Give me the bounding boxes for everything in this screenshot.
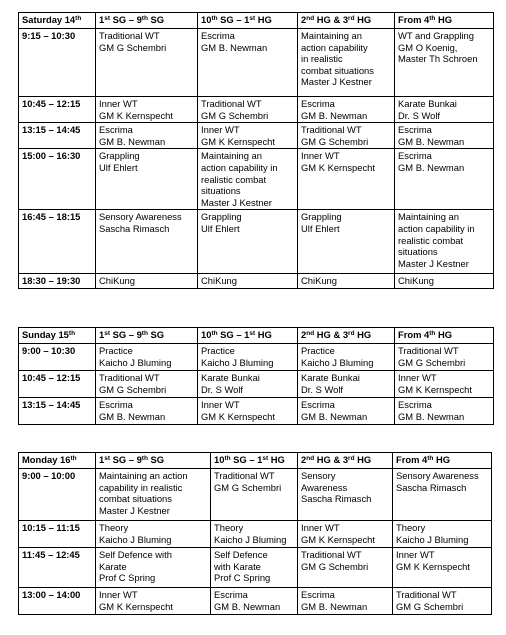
session-cell [211,521,298,548]
session-text: combat situations [301,64,374,76]
session-instructor: Ulf Ehlert [301,222,340,234]
session-text: Sensory Awareness [396,470,479,481]
time-slot: 9:00 – 10:00 [19,469,96,521]
session-instructor: Dr. S Wolf [201,383,244,395]
group-heading: 1st SG – 9th SG [96,328,198,344]
table-row [19,548,492,588]
session-text: action capability [301,41,368,53]
session-text: Sensory Awareness [99,211,182,223]
schedule-table-1 [18,12,494,289]
group-heading: 2nd HG & 3rd HG [298,453,393,469]
session-text: with Karate [214,560,261,572]
session-instructor: Kaicho J Bluming [201,356,274,368]
session-instructor: GM B. Newman [398,161,465,173]
session-cell [393,521,492,548]
session-cell [211,548,298,588]
session-text: Practice [301,345,335,356]
session-cell [395,29,494,97]
table-row [19,398,494,425]
session-text: Traditional WT [214,470,275,481]
time-slot: 13:15 – 14:45 [19,123,96,149]
session-instructor: GM G Schembri [301,560,369,572]
session-instructor: GM B. Newman [398,135,465,147]
session-cell [395,274,494,289]
table-row [19,521,492,548]
schedule-table-3 [18,452,492,615]
session-cell [298,123,395,149]
session-instructor: Master J Kestner [99,504,170,516]
session-cell [298,398,395,425]
session-cell [198,29,298,97]
time-slot: 11:45 – 12:45 [19,548,96,588]
session-text: Inner WT [396,549,435,560]
session-text: Theory [99,522,129,533]
session-cell [198,344,298,371]
session-instructor: GM B. Newman [398,410,465,422]
session-instructor: Master Th Schroen [398,53,478,65]
time-slot: 10:15 – 11:15 [19,521,96,548]
session-text: WT and Grappling [398,30,474,41]
table-row [19,469,492,521]
session-instructor: Master J Kestner [201,196,272,208]
session-instructor: Kaicho J Bluming [301,356,374,368]
session-instructor: GM G Schembri [99,41,167,53]
session-cell [198,210,298,274]
session-cell [395,210,494,274]
session-text: Traditional WT [396,589,457,600]
session-text: Inner WT [201,399,240,410]
time-slot: 13:00 – 14:00 [19,588,96,615]
session-text: Karate Bunkai [398,98,457,109]
session-instructor: GM B. Newman [201,41,268,53]
session-instructor: GM K Kernspecht [201,135,275,147]
session-instructor: Ulf Ehlert [201,222,240,234]
session-instructor: GM B. Newman [99,135,166,147]
session-text: Traditional WT [201,98,262,109]
session-instructor: GM G Schembri [99,383,167,395]
session-instructor: Prof C Spring [214,572,271,584]
session-text: Theory [396,522,426,533]
session-text: capability in realistic [99,481,183,493]
session-cell [395,123,494,149]
session-text: action capability in [201,161,278,173]
header-row [19,328,494,344]
session-instructor: Kaicho J Bluming [99,356,172,368]
session-instructor: Prof C Spring [99,572,156,584]
session-text: Traditional WT [301,549,362,560]
group-heading: 10th SG – 1st HG [211,453,298,469]
time-slot: 10:45 – 12:15 [19,97,96,123]
session-text: Traditional WT [301,124,362,136]
session-text: Inner WT [301,522,340,533]
time-slot: 9:00 – 10:30 [19,344,96,371]
table-row [19,97,494,123]
session-cell [298,548,393,588]
group-heading: 2nd HG & 3rd HG [298,328,395,344]
day-heading: Saturday 14th [19,13,96,29]
session-text: Self Defence [214,549,268,560]
session-instructor: Sascha Rimasch [99,222,170,234]
session-text: realistic combat [398,234,464,246]
session-instructor: GM G Schembri [201,109,269,121]
header-row [19,453,492,469]
group-heading: 1st SG – 9th SG [96,13,198,29]
session-cell [198,149,298,210]
session-cell [96,123,198,149]
session-text: Maintaining an [301,30,362,41]
session-instructor: GM G Schembri [301,135,369,147]
session-cell [211,469,298,521]
session-text: Escrima [301,98,335,109]
session-text: Karate [99,560,127,572]
group-heading: From 4th HG [393,453,492,469]
time-slot: 13:15 – 14:45 [19,398,96,425]
session-text: Inner WT [301,150,340,162]
header-row [19,13,494,29]
session-text: combat situations [99,493,172,505]
session-cell [96,274,198,289]
session-text: Escrima [301,399,335,410]
session-text: Practice [201,345,235,356]
session-cell [298,29,395,97]
session-text: ChiKung [398,275,434,287]
session-cell [96,210,198,274]
session-instructor: Dr. S Wolf [301,383,344,395]
session-text: Escrima [398,150,432,162]
session-text: Grappling [301,211,342,223]
session-text: Inner WT [99,98,138,109]
session-instructor: Kaicho J Bluming [99,533,172,545]
session-text: Escrima [398,124,432,136]
group-heading: 1st SG – 9th SG [96,453,211,469]
session-text: GM O Koenig, [398,41,458,53]
session-cell [96,588,211,615]
session-cell [298,210,395,274]
session-instructor: GM B. Newman [214,600,281,612]
session-cell [393,469,492,521]
session-instructor: GM K Kernspecht [99,109,173,121]
session-instructor: Master J Kestner [301,76,372,88]
session-text: Traditional WT [99,372,160,383]
session-cell [298,371,395,398]
session-cell [96,149,198,210]
session-text: Escrima [214,589,248,600]
time-slot: 10:45 – 12:15 [19,371,96,398]
session-instructor: GM B. Newman [301,410,368,422]
session-cell [298,274,395,289]
session-cell [198,274,298,289]
session-instructor: GM K Kernspecht [301,161,375,173]
session-cell [96,469,211,521]
session-cell [395,398,494,425]
session-cell [96,548,211,588]
session-text: Inner WT [398,372,437,383]
schedule-table-2 [18,327,494,425]
session-text: Self Defence with [99,549,172,560]
group-heading: From 4th HG [395,13,494,29]
session-instructor: GM B. Newman [301,600,368,612]
session-text: Maintaining an [398,211,459,223]
session-cell [393,588,492,615]
table-row [19,210,494,274]
session-instructor: GM G Schembri [398,356,466,368]
session-text: Traditional WT [398,345,459,356]
session-cell [298,97,395,123]
session-text: ChiKung [99,275,135,287]
group-heading: 10th SG – 1st HG [198,328,298,344]
session-text: Maintaining an action [99,470,188,481]
session-cell [393,548,492,588]
session-cell [298,521,393,548]
session-instructor: GM B. Newman [99,410,166,422]
session-text: Sensory [301,470,336,481]
session-instructor: Master J Kestner [398,257,469,269]
session-cell [298,149,395,210]
session-text: realistic combat [201,173,267,185]
session-cell [96,398,198,425]
group-heading: From 4th HG [395,328,494,344]
session-text: ChiKung [301,275,337,287]
table-row [19,371,494,398]
session-text: Awareness [301,481,348,493]
session-cell [298,469,393,521]
day-heading: Monday 16th [19,453,96,469]
session-instructor: GM B. Newman [301,109,368,121]
group-heading: 10th SG – 1st HG [198,13,298,29]
day-heading: Sunday 15th [19,328,96,344]
session-text: situations [201,185,241,197]
session-text: situations [398,246,438,258]
session-instructor: GM K Kernspecht [398,383,472,395]
session-instructor: GM K Kernspecht [201,410,275,422]
time-slot: 16:45 – 18:15 [19,210,96,274]
session-cell [395,149,494,210]
session-instructor: GM K Kernspecht [396,560,470,572]
session-text: Grappling [201,211,242,223]
session-instructor: Dr. S Wolf [398,109,441,121]
session-cell [96,371,198,398]
session-text: Inner WT [99,589,138,600]
session-cell [211,588,298,615]
session-text: Karate Bunkai [201,372,260,383]
session-instructor: GM G Schembri [396,600,464,612]
session-cell [395,371,494,398]
session-cell [96,344,198,371]
session-instructor: Sascha Rimasch [396,481,467,493]
session-text: Escrima [398,399,432,410]
session-text: Karate Bunkai [301,372,360,383]
session-text: Escrima [99,124,133,136]
session-text: in realistic [301,53,343,65]
group-heading: 2nd HG & 3rd HG [298,13,395,29]
session-text: ChiKung [201,275,237,287]
session-text: Escrima [201,30,235,41]
session-instructor: GM K Kernspecht [99,600,173,612]
session-instructor: GM K Kernspecht [301,533,375,545]
session-cell [96,29,198,97]
session-cell [395,97,494,123]
session-cell [198,123,298,149]
table-row [19,29,494,97]
time-slot: 18:30 – 19:30 [19,274,96,289]
session-text: Maintaining an [201,150,262,162]
session-text: Escrima [99,399,133,410]
session-text: Inner WT [201,124,240,136]
session-instructor: Ulf Ehlert [99,161,138,173]
session-instructor: GM G Schembri [214,481,282,493]
session-text: Traditional WT [99,30,160,41]
session-cell [198,97,298,123]
table-row [19,274,494,289]
session-cell [198,371,298,398]
session-text: action capability in [398,222,475,234]
session-cell [198,398,298,425]
session-text: Theory [214,522,244,533]
table-row [19,344,494,371]
session-instructor: Kaicho J Bluming [396,533,469,545]
session-cell [298,588,393,615]
time-slot: 15:00 – 16:30 [19,149,96,210]
time-slot: 9:15 – 10:30 [19,29,96,97]
table-row [19,588,492,615]
session-cell [96,521,211,548]
session-instructor: Kaicho J Bluming [214,533,287,545]
session-cell [96,97,198,123]
session-text: Grappling [99,150,140,162]
session-text: Escrima [301,589,335,600]
table-row [19,149,494,210]
session-cell [298,344,395,371]
session-text: Practice [99,345,133,356]
session-cell [395,344,494,371]
session-instructor: Sascha Rimasch [301,493,372,505]
table-row [19,123,494,149]
